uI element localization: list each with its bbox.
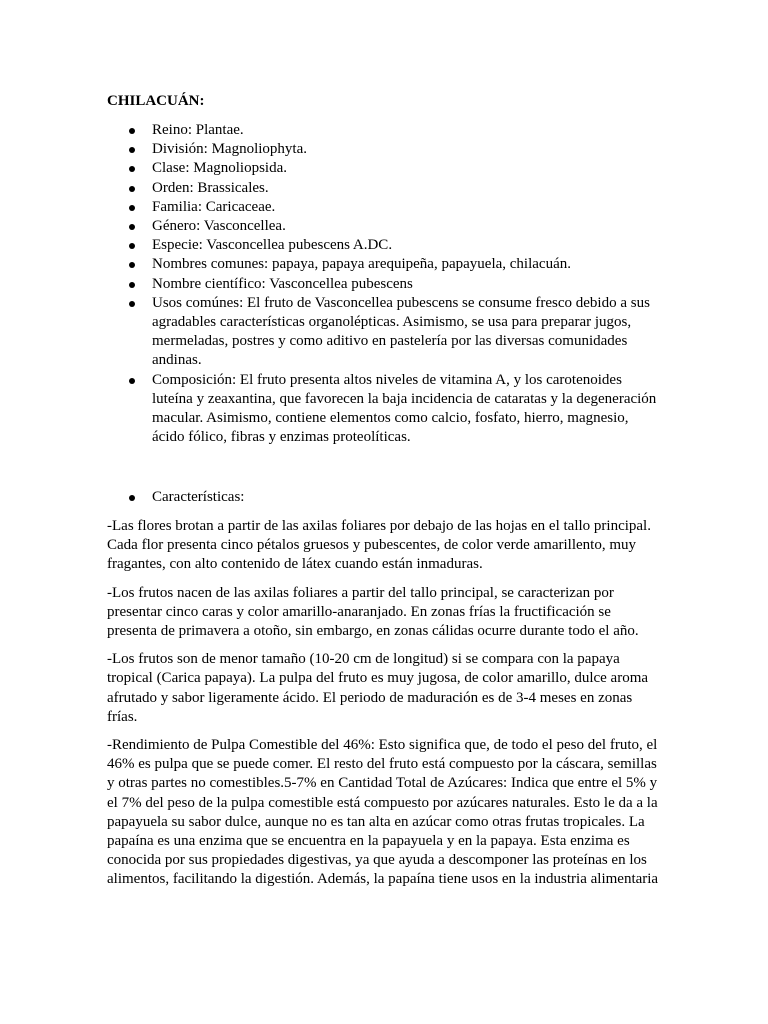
list-item-text: Clase: Magnoliopsida.	[152, 160, 287, 177]
paragraph: -Los frutos son de menor tamaño (10-20 cm de longitud) si se compara con la papaya tropical (Carica papaya). La pulpa del fruto es muy jugosa, de color amarillo, dulce aroma afrutado y sabor ligeramente ácido. El periodo de maduración es de 3-4 meses en zonas frías.	[107, 651, 649, 725]
bullet-icon	[129, 147, 135, 153]
list-item-text: Nombre científico: Vasconcellea pubescens	[152, 275, 413, 292]
list-item	[107, 488, 663, 507]
list-item	[107, 140, 663, 159]
list-item	[107, 371, 663, 448]
list-item	[107, 179, 663, 198]
features-heading: Características:	[152, 489, 245, 505]
list-item	[107, 198, 663, 217]
list-item	[107, 275, 663, 294]
list-item-text: Reino: Plantae.	[152, 122, 244, 138]
bullet-icon	[129, 262, 135, 268]
list-item-text: Usos comúnes: El fruto de Vasconcellea pubescens se consume fresco debido a sus agradables características organolépticas. Asimismo, se usa para preparar jugos, mermeladas, postres y como aditivo en pastelería por las diversas comunidades andinas.	[152, 294, 650, 369]
list-item-text: División: Magnoliophyta.	[152, 141, 307, 158]
bullet-icon	[129, 224, 135, 230]
bullet-icon	[129, 243, 135, 249]
features-heading-item	[107, 488, 663, 507]
bullet-icon	[129, 128, 135, 134]
document-title: CHILACUÁN:	[107, 93, 205, 109]
features-paragraphs	[107, 517, 663, 899]
list-item-text: Nombres comunes: papaya, papaya arequipeña, papayuela, chilacuán.	[152, 256, 571, 273]
list-item-text: Especie: Vasconcellea pubescens A.DC.	[152, 237, 393, 254]
paragraph: -Las flores brotan a partir de las axilas foliares por debajo de las hojas en el tallo principal. Cada flor presenta cinco pétalos gruesos y pubescentes, de color verde amarillento, muy fragantes, con alto contenido de látex cuando están inmaduras.	[107, 518, 651, 573]
bullet-icon	[129, 186, 135, 192]
bullet-icon	[129, 205, 135, 211]
paragraph: -Rendimiento de Pulpa Comestible del 46%: Esto significa que, de todo el peso del fruto, el 46% es pulpa que se puede comer. El resto del fruto está compuesto por la cáscara, semillas y otras partes no comestibles.5-7% en Cantidad Total de Azúcares: Indica que entre el 5% y el 7% del peso de la pulpa comestible está compuesto por azúcares naturales. Esto le da a la papayuela su sabor dulce, aunque no es tan alta en azúcar como otras frutas tropicales. La papaína es una enzima que se encuentra en la papayuela y en la papaya. Esta enzima es conocida por sus propiedades digestivas, ya que ayuda a descomponer las proteínas en los alimentos, facilitando la digestión. Además, la papaína tiene usos en la industria alimentaria	[107, 737, 659, 888]
list-item-text: Orden: Brassicales.	[152, 179, 269, 196]
list-item-text: Género: Vasconcellea.	[152, 218, 286, 235]
list-item	[107, 294, 663, 371]
list-item	[107, 159, 663, 178]
list-item	[107, 236, 663, 255]
list-item	[107, 217, 663, 236]
taxonomy-list	[107, 121, 663, 447]
paragraph: -Los frutos nacen de las axilas foliares a partir del tallo principal, se caracterizan por presentar cinco caras y color amarillo-anaranjado. En zonas frías la fructificación se presenta de primavera a otoño, sin embargo, en zonas cálidas ocurre durante todo el año.	[107, 584, 639, 640]
list-item-text: Familia: Caricaceae.	[152, 198, 276, 215]
bullet-icon	[129, 378, 135, 384]
list-item	[107, 121, 663, 140]
bullet-icon	[129, 282, 135, 288]
bullet-icon	[129, 166, 135, 172]
list-item	[107, 255, 663, 274]
bullet-icon	[129, 495, 135, 501]
list-item-text: Composición: El fruto presenta altos niveles de vitamina A, y los carotenoides luteína y zeaxantina, que favorecen la baja incidencia de cataratas y la degeneración macular. Asimismo, contiene elementos como calcio, fosfato, hierro, magnesio, ácido fólico, fibras y enzimas proteolíticas.	[152, 371, 657, 446]
bullet-icon	[129, 301, 135, 307]
